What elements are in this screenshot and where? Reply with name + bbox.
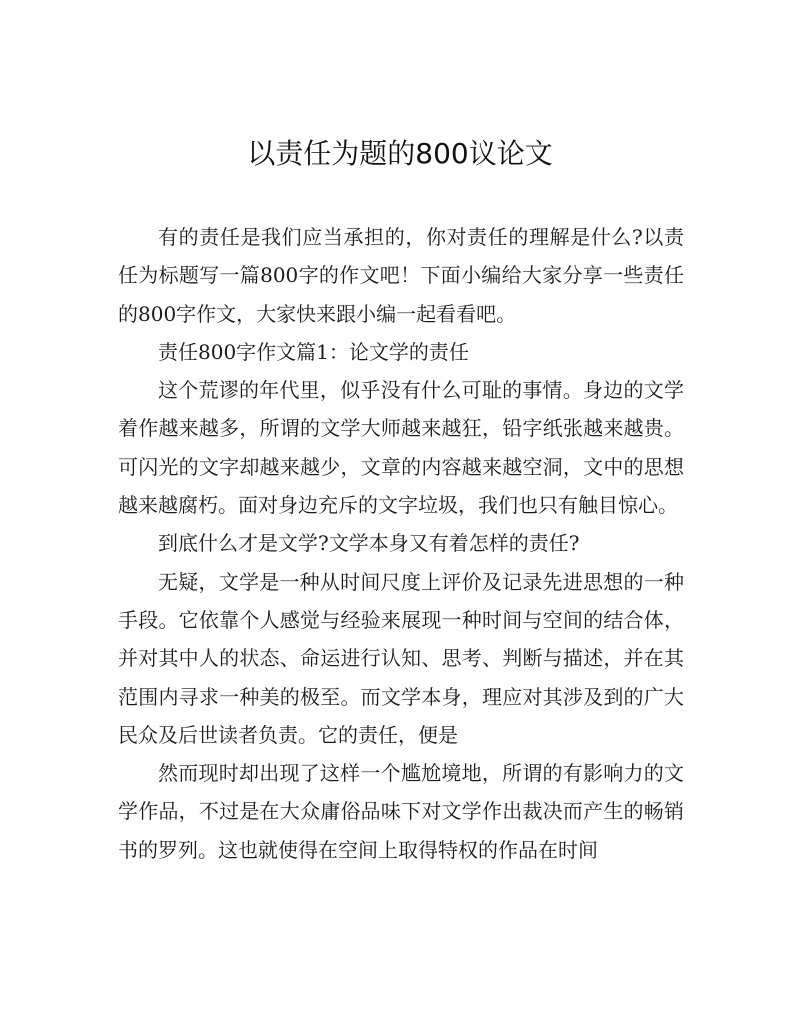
- paragraph-absurd-era: 这个荒谬的年代里，似乎没有什么可耻的事情。身边的文学着作越来越多，所谓的文学大师越来越狂，铅字纸张越来越贵。可闪光的文字却越来越少，文章的内容越来越空洞，文中的思想越来越腐朽。面对身边充斥的文字垃圾，我们也只有触目惊心。: [118, 378, 684, 518]
- paragraph-essay-heading: 责任800字作文篇1：论文学的责任: [158, 339, 469, 364]
- paragraph-question: 到底什么才是文学?文学本身又有着怎样的责任?: [158, 531, 580, 556]
- paragraph-dilemma: 然而现时却出现了这样一个尴尬境地，所谓的有影响力的文学作品，不过是在大众庸俗品味下对文学作出裁决而产生的畅销书的罗列。这也就使得在空间上取得特权的作品在时间: [118, 761, 684, 862]
- document-title: 以责任为题的800议论文: [247, 137, 553, 170]
- document-body: [118, 218, 684, 869]
- paragraph-intro: 有的责任是我们应当承担的，你对责任的理解是什么?以责任为标题写一篇800字的作文吧！下面小编给大家分享一些责任的800字作文，大家快来跟小编一起看看吧。: [118, 225, 684, 326]
- paragraph-definition: 无疑，文学是一种从时间尺度上评价及记录先进思想的一种手段。它依靠个人感觉与经验来展现一种时间与空间的结合体，并对其中人的状态、命运进行认知、思考、判断与描述，并在其范围内寻求一种美的极至。而文学本身，理应对其涉及到的广大民众及后世读者负责。它的责任，便是: [118, 569, 684, 747]
